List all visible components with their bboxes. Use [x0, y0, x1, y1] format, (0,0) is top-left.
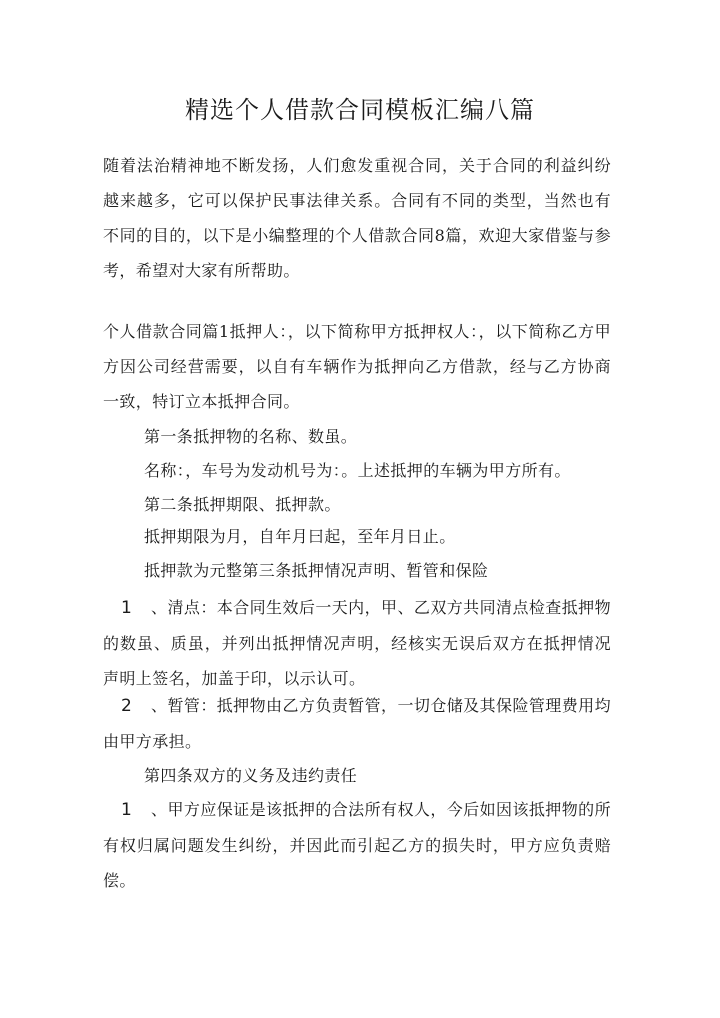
clause-inventory	[103, 590, 611, 696]
mortgage-period-line: 抵押期限为月，自年月曰起，至年月日止。	[144, 527, 456, 546]
clause-custody	[103, 688, 611, 759]
article2-heading: 第二条抵押期限、抵押款。	[144, 495, 341, 514]
clause-text: 、暂管：抵押物由乙方负责暂管，一切仓储及其保险管理费用均由甲方承担。	[103, 696, 611, 751]
document-title: 精选个人借款合同模板汇编八篇	[185, 96, 535, 124]
clause-text: 、清点：本合同生效后一天内，甲、乙双方共同清点检查抵押物的数虽、质虽，并列出抵押情况声明，经核实无误后双方在抵押情况声明上签名，加盖于印，以示认可。	[103, 598, 611, 688]
clause-text: 、甲方应保证是该抵押的合法所有权人，今后如因该抵押物的所有权归属问题发生纠纷，并因此而引起乙方的损失时，甲方应负责赔偿。	[103, 800, 611, 890]
section1-opening-paragraph: 个人借款合同篇1抵押人：，以下简称甲方抵押权人：，以下简称乙方甲方因公司经营需要，以自有车辆作为抵押向乙方借款，经与乙方协商一致，特订立本抵押合同。	[103, 322, 611, 411]
collateral-name-line: 名称：，车号为发动机号为：。上述抵押的车辆为甲方所有。	[144, 461, 571, 480]
clause-number: 2	[121, 696, 133, 716]
clause-number: 1	[121, 800, 133, 820]
mortgage-amount-line: 抵押款为元整第三条抵押情况声明、暂管和保险	[144, 561, 489, 580]
intro-paragraph: 随着法治精神地不断发扬，人们愈发重视合同，关于合同的利益纠纷越来越多，它可以保护民事法律关系。合同有不同的类型，当然也有不同的目的，以下是小编整理的个人借款合同8篇，欢迎大家借鉴与参考，希望对大家有所帮助。	[103, 156, 611, 280]
article4-heading: 第四条双方的义务及违约责任	[144, 766, 358, 785]
clause-number: 1	[121, 598, 133, 618]
clause-ownership-guarantee	[103, 792, 611, 898]
article1-heading: 第一条抵押物的名称、数虽。	[144, 427, 358, 446]
